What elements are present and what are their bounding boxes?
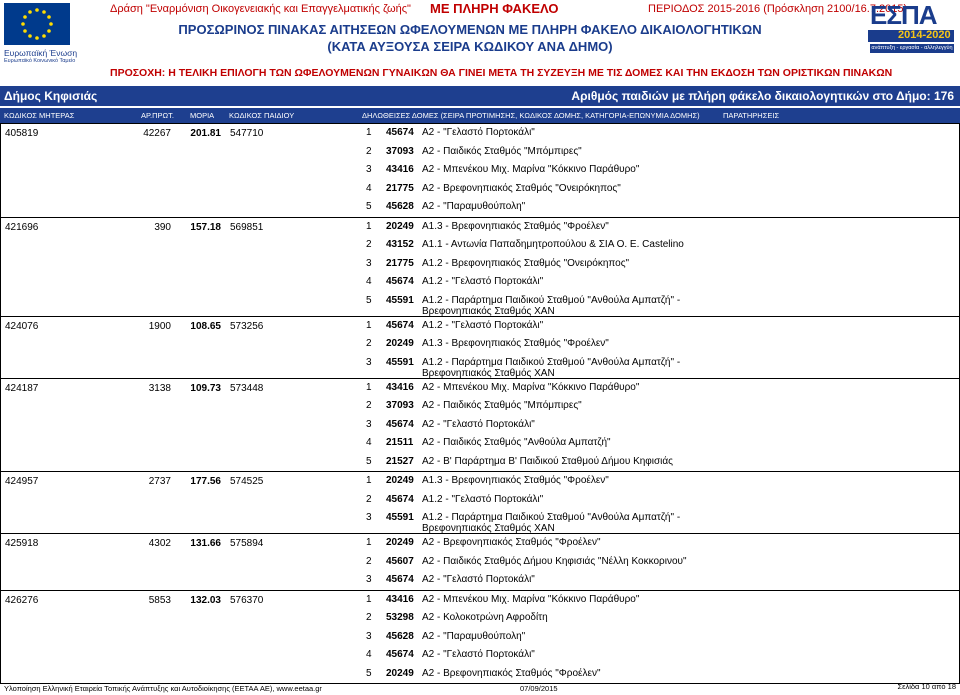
structure-choice: [1, 379, 959, 398]
structure-code: 45591: [386, 356, 414, 368]
structure-name-line1: Α1.3 - Βρεφονηπιακός Σταθμός "Φροέλεν": [422, 338, 609, 349]
score-value: 201.81: [190, 128, 221, 139]
eu-flag-icon: [4, 3, 70, 45]
col-child-code: ΚΩΔΙΚΟΣ ΠΑΙΔΙΟΥ: [229, 111, 295, 120]
table-row: [0, 590, 960, 685]
choice-rank: 3: [366, 356, 372, 368]
structure-choice: [1, 161, 959, 180]
structure-name-line1: Α2 - "Γελαστό Πορτοκάλι": [422, 127, 535, 138]
choice-rank: 5: [366, 201, 372, 212]
choice-rank: 3: [366, 257, 372, 269]
structure-choice: [1, 180, 959, 199]
warning-notice: ΠΡΟΣΟΧΗ: Η ΤΕΛΙΚΗ ΕΠΙΛΟΓΗ ΤΩΝ ΩΦΕΛΟΥΜΕΝΩΝ ΓΥΝΑΙΚΩΝ ΘΑ ΓΙΝΕΙ ΜΕΤΑ ΤΗ ΣΥΖΕΥΞΗ ΜΕ ΤΙΣ ΔΟΜΕΣ ΚΑΙ ΤΗΝ ΕΚΔΟΣΗ ΤΩΝ ΟΡΙΣΤΙΚΩΝ ΠΙΝΑΚΩΝ: [110, 67, 893, 79]
structure-choice: [1, 124, 959, 143]
structure-choice: [1, 491, 959, 510]
choice-rank: 4: [366, 182, 372, 194]
structure-name: [422, 456, 673, 467]
structure-name: [422, 164, 639, 175]
structure-name-line1: Α2 - "Γελαστό Πορτοκάλι": [422, 418, 535, 430]
structure-name: [422, 612, 548, 623]
structure-choice: [1, 509, 959, 533]
structure-name: [422, 258, 629, 269]
structure-name: [422, 357, 680, 379]
structure-choice: [1, 416, 959, 435]
structure-code: 45674: [386, 127, 414, 138]
structure-code: 43416: [386, 164, 414, 175]
structure-code: 20249: [386, 338, 414, 349]
protocol-number: 42267: [143, 128, 171, 139]
child-code: 575894: [230, 538, 264, 549]
structure-code: 45607: [386, 555, 414, 567]
choice-rank: 5: [366, 455, 372, 467]
structure-name-line1: Α1.2 - "Γελαστό Πορτοκάλι": [422, 276, 544, 287]
structure-name-line1: Α2 - Βρεφονηπιακός Σταθμός "Ονειρόκηπος": [422, 182, 621, 194]
structure-code: 43416: [386, 593, 414, 605]
choice-rank: 2: [366, 555, 372, 567]
structure-name-line2: Βρεφονηπιακός Σταθμός ΧΑΝ: [422, 367, 555, 379]
score-value: 177.56: [190, 476, 221, 487]
table-row: [0, 378, 960, 472]
structure-choice: [1, 397, 959, 416]
structure-name: [422, 400, 582, 411]
choice-rank: 3: [366, 418, 372, 430]
structure-name-line1: Α2 - Παιδικός Σταθμός "Ανθούλα Αμπατζή": [422, 437, 611, 448]
structure-choice: [1, 646, 959, 665]
structure-name-line1: Α2 - "Γελαστό Πορτοκάλι": [422, 574, 535, 585]
structure-name-line1: Α1.3 - Βρεφονηπιακός Σταθμός "Φροέλεν": [422, 220, 609, 232]
structure-name: [422, 146, 582, 157]
child-code: 573256: [230, 320, 264, 332]
table-row: [0, 123, 960, 217]
structure-name-line1: Α2 - Β' Παράρτημα Β' Παιδικού Σταθμού Δήμου Κηφισιάς: [422, 455, 674, 467]
structure-code: 20249: [386, 220, 414, 232]
structure-code: 53298: [386, 612, 414, 623]
structure-code: 37093: [386, 400, 414, 411]
table-row: [0, 217, 960, 316]
protocol-number: 4302: [148, 538, 171, 549]
espa-logo-slogan: ανάπτυξη - εργασία - αλληλεγγύη: [871, 45, 953, 51]
structure-name: [422, 338, 609, 349]
structure-choice: [1, 534, 959, 553]
structure-code: 45674: [386, 574, 414, 585]
structure-choice: [1, 453, 959, 472]
structure-code: 21775: [386, 182, 414, 194]
espa-logo-word: ΕΣΠΑ: [870, 0, 937, 30]
choice-rank: 4: [366, 649, 372, 660]
structure-name: [422, 512, 680, 534]
child-code: 573448: [230, 382, 264, 394]
score-value: 108.65: [190, 320, 221, 332]
structure-name-line1: Α2 - Μπενέκου Μιχ. Μαρίνα "Κόκκινο Παράθυρο": [422, 593, 640, 605]
choice-rank: 1: [366, 475, 372, 486]
choice-rank: 5: [366, 294, 372, 306]
choice-rank: 3: [366, 630, 372, 642]
structure-name-line1: Α2 - "Παραμυθούπολη": [422, 201, 526, 212]
choice-rank: 2: [366, 239, 372, 250]
structure-choice: [1, 354, 959, 378]
document-type: ΜΕ ΠΛΗΡΗ ΦΑΚΕΛΟ: [430, 1, 559, 16]
eu-logo-line2: Ευρωπαϊκό Κοινωνικό Ταμείο: [4, 58, 76, 64]
score-value: 157.18: [190, 221, 221, 233]
main-title-line1: ΠΡΟΣΩΡΙΝΟΣ ΠΙΝΑΚΑΣ ΑΙΤΗΣΕΩΝ ΩΦΕΛΟΥΜΕΝΩΝ ΜΕ ΠΛΗΡΗ ΦΑΚΕΛΟ ΔΙΚΑΙΟΛΟΓΗΤΙΚΩΝ: [178, 22, 762, 37]
structure-name: [422, 475, 609, 486]
structure-name: [422, 649, 535, 660]
structure-name: [422, 239, 684, 250]
protocol-number: 3138: [148, 382, 171, 394]
structure-code: 45591: [386, 512, 414, 523]
structure-name: [422, 295, 680, 317]
main-title-line2: (ΚΑΤΑ ΑΥΞΟΥΣΑ ΣΕΙΡΑ ΚΩΔΙΚΟΥ ΑΝΑ ΔΗΜΟ): [327, 39, 613, 54]
mother-code: 405819: [5, 128, 39, 139]
eu-logo: [4, 3, 82, 65]
structure-name-line1: Α2 - "Παραμυθούπολη": [422, 630, 526, 642]
protocol-number: 390: [154, 221, 171, 233]
structure-code: 45628: [386, 630, 414, 642]
structure-code: 45674: [386, 276, 414, 287]
structure-name-line1: Α2 - Βρεφονηπιακός Σταθμός "Φροέλεν": [422, 667, 601, 679]
mother-code: 426276: [5, 594, 39, 606]
structure-code: 45674: [386, 418, 414, 430]
table-row: [0, 316, 960, 378]
children-count-label: Αριθμός παιδιών με πλήρη φάκελο δικαιολογητικών στο Δήμο: 176: [571, 89, 954, 103]
structure-name-line1: Α2 - Παιδικός Σταθμός Δήμου Κηφισιάς "Νέλλη Κοκκορινου": [422, 555, 687, 567]
score-value: 131.66: [190, 538, 221, 549]
eu-logo-line1: Ευρωπαϊκή Ένωση: [4, 48, 78, 58]
structure-name-line2: Βρεφονηπιακός Σταθμός ΧΑΝ: [422, 523, 555, 534]
structure-code: 20249: [386, 475, 414, 486]
structure-name-line1: Α2 - Παιδικός Σταθμός "Μπόμπιρες": [422, 145, 582, 157]
protocol-number: 1900: [148, 320, 171, 332]
structure-name: [422, 574, 535, 585]
structure-name: [422, 382, 639, 393]
mother-code: 425918: [5, 538, 39, 549]
structure-code: 45674: [386, 649, 414, 660]
municipality-name: Δήμος Κηφισιάς: [4, 89, 98, 103]
structure-choice: [1, 553, 959, 572]
page-footer: [0, 680, 960, 694]
structure-code: 43416: [386, 381, 414, 393]
structure-name-line1: Α1.2 - Παράρτημα Παιδικού Σταθμού "Ανθούλα Αμπατζή" -: [422, 356, 681, 368]
structure-name: [422, 201, 525, 212]
choice-rank: 1: [366, 381, 372, 393]
structure-name-line1: Α2 - Κολοκοτρώνη Αφροδίτη: [422, 612, 548, 623]
structure-name-line1: Α1.2 - "Γελαστό Πορτοκάλι": [422, 493, 544, 505]
structure-name: [422, 320, 543, 331]
choice-rank: 2: [366, 612, 372, 623]
structure-choice: [1, 198, 959, 217]
col-structures: ΔΗΛΩΘΕΙΣΕΣ ΔΟΜΕΣ (ΣΕΙΡΑ ΠΡΟΤΙΜΗΣΗΣ, ΚΩΔΙΚΟΣ ΔΟΜΗΣ, ΚΑΤΗΓΟΡΙΑ-ΕΠΩΝΥΜΙΑ ΔΟΜΗΣ): [362, 111, 700, 120]
choice-rank: 2: [366, 400, 372, 411]
structure-code: 20249: [386, 667, 414, 679]
choice-rank: 4: [366, 276, 372, 287]
structure-choice: [1, 292, 959, 316]
structure-code: 45674: [386, 493, 414, 505]
choice-rank: 1: [366, 220, 372, 232]
choice-rank: 4: [366, 437, 372, 448]
structure-choice: [1, 335, 959, 354]
protocol-number: 2737: [148, 476, 171, 487]
structure-choice: [1, 317, 959, 336]
structure-name: [422, 183, 621, 194]
structure-name: [422, 631, 525, 642]
choice-rank: 2: [366, 145, 372, 157]
structure-name: [422, 668, 601, 679]
child-code: 547710: [230, 128, 264, 139]
col-protocol: ΑΡ.ΠΡΩΤ.: [141, 111, 174, 120]
choice-rank: 2: [366, 338, 372, 349]
applications-table: [0, 123, 960, 679]
espa-logo-years: 2014-2020: [898, 29, 951, 41]
child-code: 569851: [230, 221, 264, 233]
structure-choice: [1, 434, 959, 453]
structure-choice: [1, 591, 959, 610]
structure-code: 45674: [386, 319, 414, 331]
table-header: [0, 108, 960, 123]
period-label: ΠΕΡΙΟΔΟΣ 2015-2016 (Πρόσκληση 2100/16.7.2015): [648, 3, 908, 15]
footer-company: Υλοποίηση Ελληνική Εταιρεία Τοπικής Ανάπτυξης και Αυτοδιοίκησης (ΕΕΤΑΑ ΑΕ), www.eetaa.gr: [4, 684, 322, 693]
structure-choice: [1, 628, 959, 647]
structure-name-line1: Α2 - Βρεφονηπιακός Σταθμός "Φροέλεν": [422, 537, 601, 548]
structure-code: 21511: [386, 437, 414, 448]
mother-code: 421696: [5, 221, 39, 233]
col-score: ΜΟΡΙΑ: [190, 111, 215, 120]
structure-name-line2: Βρεφονηπιακός Σταθμός ΧΑΝ: [422, 305, 555, 317]
structure-name-line1: Α1.1 - Αντωνία Παπαδημητροπούλου & ΣΙΑ Ο. Ε. Castelino: [422, 239, 684, 250]
structure-choice: [1, 609, 959, 628]
structure-choice: [1, 571, 959, 590]
structure-code: 20249: [386, 537, 414, 548]
choice-rank: 1: [366, 593, 372, 605]
structure-name-line1: Α2 - Μπενέκου Μιχ. Μαρίνα "Κόκκινο Παράθυρο": [422, 381, 640, 393]
structure-code: 45628: [386, 201, 414, 212]
structure-code: 21527: [386, 455, 414, 467]
choice-rank: 1: [366, 127, 372, 138]
structure-name: [422, 594, 639, 605]
structure-code: 21775: [386, 257, 414, 269]
table-row: [0, 471, 960, 533]
structure-code: 45591: [386, 294, 414, 306]
structure-choice: [1, 236, 959, 255]
structure-name: [422, 556, 687, 567]
choice-rank: 3: [366, 512, 372, 523]
structure-name-line1: Α2 - Μπενέκου Μιχ. Μαρίνα "Κόκκινο Παράθυρο": [422, 164, 640, 175]
structure-name: [422, 494, 543, 505]
structure-name: [422, 437, 611, 448]
structure-name: [422, 221, 609, 232]
structure-name-line1: Α1.2 - Παράρτημα Παιδικού Σταθμού "Ανθούλα Αμπατζή" -: [422, 512, 681, 523]
choice-rank: 3: [366, 164, 372, 175]
structure-name-line1: Α1.2 - Παράρτημα Παιδικού Σταθμού "Ανθούλα Αμπατζή" -: [422, 294, 681, 306]
child-code: 576370: [230, 594, 264, 606]
structure-name-line1: Α1.2 - "Γελαστό Πορτοκάλι": [422, 319, 544, 331]
structure-choice: [1, 472, 959, 491]
structure-code: 37093: [386, 145, 414, 157]
structure-name: [422, 419, 535, 430]
structure-name-line1: Α2 - "Γελαστό Πορτοκάλι": [422, 649, 535, 660]
espa-logo: [868, 2, 956, 54]
structure-name: [422, 276, 543, 287]
program-title: Δράση "Εναρμόνιση Οικογενειακής και Επαγγελματικής ζωής": [110, 3, 411, 15]
col-mother-code: ΚΩΔΙΚΟΣ ΜΗΤΕΡΑΣ: [4, 111, 75, 120]
structure-code: 43152: [386, 239, 414, 250]
structure-choice: [1, 255, 959, 274]
structure-choice: [1, 218, 959, 237]
structure-name: [422, 127, 535, 138]
choice-rank: 3: [366, 574, 372, 585]
footer-page-number: Σελίδα 10 από 18: [897, 682, 956, 691]
structure-choice: [1, 143, 959, 162]
structure-name-line1: Α1.2 - Βρεφονηπιακός Σταθμός "Ονειρόκηπος": [422, 257, 630, 269]
structure-name: [422, 537, 601, 548]
mother-code: 424957: [5, 476, 39, 487]
footer-date: 07/09/2015: [520, 684, 558, 693]
structure-name-line1: Α2 - Παιδικός Σταθμός "Μπόμπιρες": [422, 400, 582, 411]
structure-name-line1: Α1.3 - Βρεφονηπιακός Σταθμός "Φροέλεν": [422, 475, 609, 486]
choice-rank: 1: [366, 319, 372, 331]
mother-code: 424187: [5, 382, 39, 394]
score-value: 132.03: [190, 594, 221, 606]
mother-code: 424076: [5, 320, 39, 332]
choice-rank: 5: [366, 667, 372, 679]
municipality-bar: [0, 86, 960, 106]
table-row: [0, 533, 960, 590]
protocol-number: 5853: [148, 594, 171, 606]
child-code: 574525: [230, 476, 264, 487]
choice-rank: 2: [366, 493, 372, 505]
col-remarks: ΠΑΡΑΤΗΡΗΣΕΙΣ: [723, 111, 780, 120]
score-value: 109.73: [190, 382, 221, 394]
structure-choice: [1, 273, 959, 292]
choice-rank: 1: [366, 537, 372, 548]
